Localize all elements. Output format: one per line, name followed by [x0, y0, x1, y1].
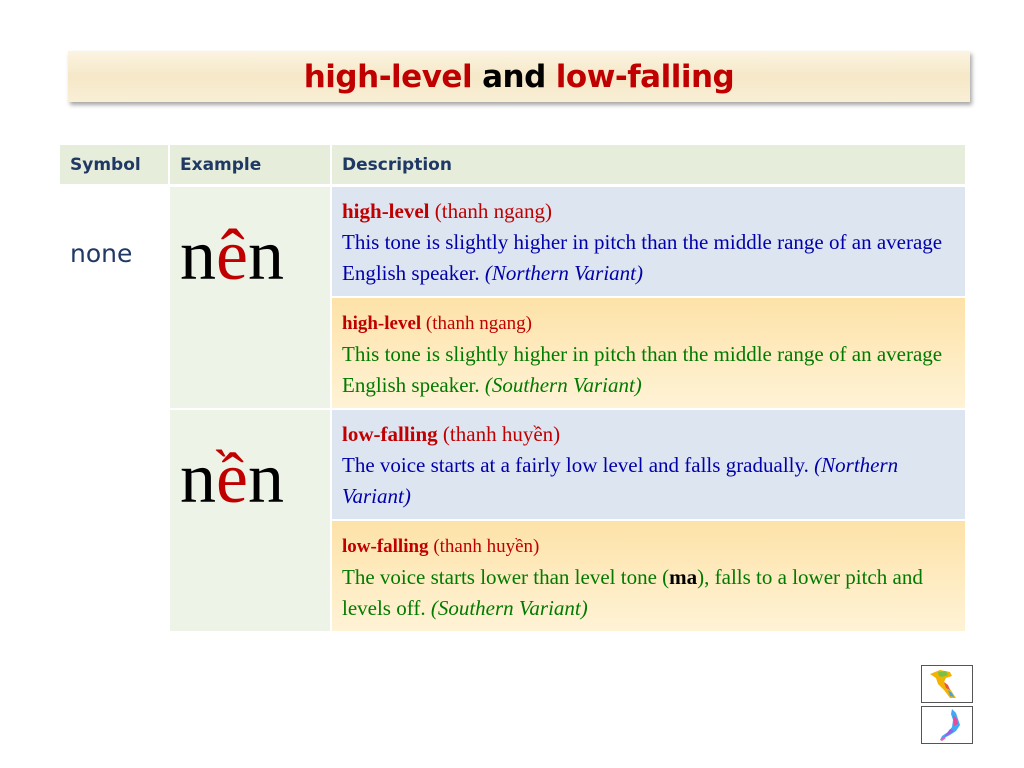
- title-low-falling: low-falling: [555, 58, 735, 95]
- header-symbol: Symbol: [60, 145, 170, 187]
- tone-table: [60, 145, 965, 633]
- symbol-none: none: [70, 239, 133, 268]
- tone-description-end: ), falls to a lower pitch and levels off.: [342, 565, 923, 620]
- vietnam-north-map-icon: [922, 666, 972, 702]
- example-accent-letter: ề: [216, 438, 248, 518]
- tone-native-name: (thanh huyền): [442, 422, 561, 446]
- tone-description-start: The voice starts lower than level tone (: [342, 565, 670, 589]
- example-nen-high: [170, 187, 332, 410]
- variant-label: (Southern Variant): [484, 373, 642, 397]
- tone-name: low-falling: [342, 422, 438, 446]
- example-letter: n: [247, 438, 284, 518]
- tone-example-ma: ma: [669, 565, 698, 589]
- tone-description: This tone is slightly higher in pitch than the middle range of an average English speaker.: [342, 230, 943, 285]
- tone-description: This tone is slightly higher in pitch than the middle range of an average English speaker.: [342, 342, 943, 397]
- variant-label: (Southern Variant): [430, 596, 588, 620]
- tone-name: low-falling: [342, 536, 429, 557]
- desc-low-falling-southern: [332, 521, 965, 633]
- vietnam-south-map-icon: [922, 707, 972, 743]
- variant-label: (Northern Variant): [342, 453, 899, 508]
- tone-name: high-level: [342, 313, 422, 334]
- variant-label: (Northern Variant): [484, 261, 643, 285]
- table-header-row: [60, 145, 965, 187]
- example-letter: n: [180, 438, 216, 518]
- title-and: and: [482, 58, 546, 95]
- symbol-cell: [60, 187, 170, 633]
- example-nen-low: [170, 410, 332, 633]
- desc-high-level-northern: [332, 187, 965, 298]
- vietnam-north-map-link[interactable]: [921, 665, 973, 703]
- tone-native-name: (thanh ngang): [425, 313, 532, 334]
- example-accent-letter: ê: [216, 215, 248, 295]
- tone-native-name: (thanh ngang): [434, 199, 552, 223]
- header-description: Description: [332, 145, 965, 187]
- slide-title: [68, 51, 970, 102]
- tone-native-name: (thanh huyền): [433, 536, 540, 557]
- desc-high-level-southern: [332, 298, 965, 410]
- header-example: Example: [170, 145, 332, 187]
- table-row: [60, 187, 965, 298]
- title-high-level: high-level: [303, 58, 473, 95]
- example-letter: n: [247, 215, 284, 295]
- vietnam-south-map-link[interactable]: [921, 706, 973, 744]
- tone-description: The voice starts at a fairly low level and falls gradually.: [342, 453, 809, 477]
- example-letter: n: [180, 215, 216, 295]
- tone-name: high-level: [342, 199, 430, 223]
- desc-low-falling-northern: [332, 410, 965, 521]
- table-row: [60, 410, 965, 521]
